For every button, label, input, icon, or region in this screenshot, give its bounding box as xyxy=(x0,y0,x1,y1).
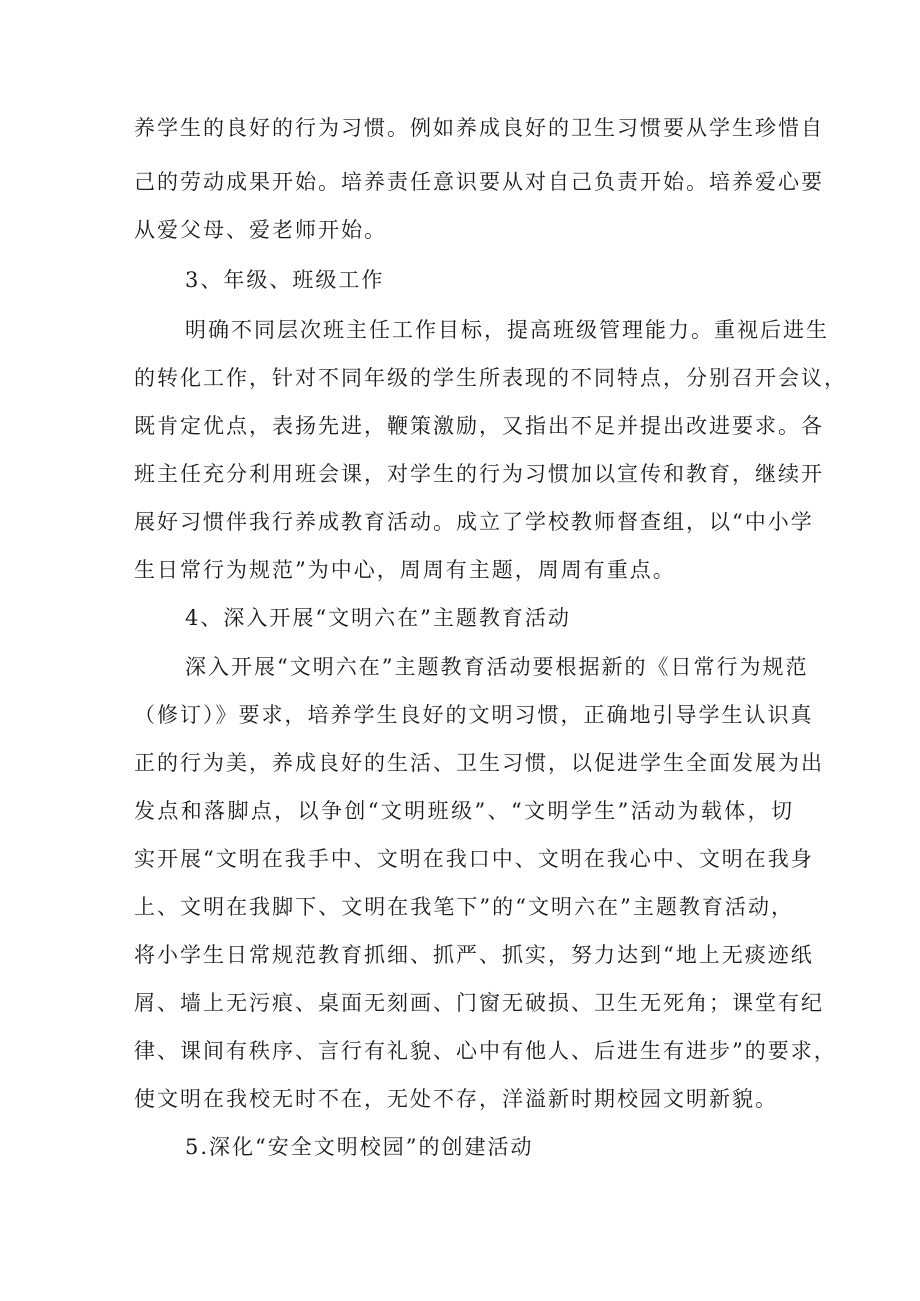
paragraph-line: 屑、墙上无污痕、桌面无刻画、门窗无破损、卫生无死角；课堂有纪 xyxy=(134,991,824,1015)
paragraph-line: 展好习惯伴我行养成教育活动。成立了学校教师督查组，以“中小学 xyxy=(134,510,814,534)
section-heading: 4、深入开展“文明六在”主题教育活动 xyxy=(185,606,571,630)
paragraph-line: （修订）》要求，培养学生良好的文明习惯，正确地引导学生认识真 xyxy=(134,703,814,727)
paragraph-line: 正的行为美，养成良好的生活、卫生习惯，以促进学生全面发展为出 xyxy=(134,751,824,775)
paragraph-line: 养学生的良好的行为习惯。例如养成良好的卫生习惯要从学生珍惜自 xyxy=(134,116,824,140)
paragraph-line: 发点和落脚点，以争创“文明班级”、“文明学生”活动为载体，切 xyxy=(134,799,794,823)
paragraph-line: 己的劳动成果开始。培养责任意识要从对自己负责开始。培养爱心要 xyxy=(134,170,824,194)
paragraph-line: 实开展“文明在我手中、文明在我口中、文明在我心中、文明在我身 xyxy=(134,847,814,871)
paragraph-line: 班主任充分利用班会课，对学生的行为习惯加以宣传和教育，继续开 xyxy=(134,462,824,486)
paragraph-line: 将小学生日常规范教育抓细、抓严、抓实，努力达到“地上无痰迹纸 xyxy=(134,943,814,967)
paragraph-line: 的转化工作，针对不同年级的学生所表现的不同特点，分别召开会议， xyxy=(134,366,847,390)
paragraph-line: 生日常行为规范”为中心，周周有主题，周周有重点。 xyxy=(134,558,676,582)
section-heading: 3、年级、班级工作 xyxy=(185,268,385,292)
section-heading: 5.深化“安全文明校园”的创建活动 xyxy=(185,1135,534,1159)
paragraph-line: 既肯定优点，表扬先进，鞭策激励，又指出不足并提出改进要求。各 xyxy=(134,414,824,438)
paragraph-line: 明确不同层次班主任工作目标，提高班级管理能力。重视后进生 xyxy=(185,318,829,342)
paragraph-line: 从爱父母、爱老师开始。 xyxy=(134,218,387,242)
paragraph-line: 上、文明在我脚下、文明在我笔下”的“文明六在”主题教育活动， xyxy=(134,895,794,919)
paragraph-line: 深入开展“文明六在”主题教育活动要根据新的《日常行为规范 xyxy=(185,655,809,679)
paragraph-line: 律、课间有秩序、言行有礼貌、心中有他人、后进生有进步”的要求， xyxy=(134,1039,837,1063)
paragraph-line: 使文明在我校无时不在，无处不存，洋溢新时期校园文明新貌。 xyxy=(134,1087,778,1111)
